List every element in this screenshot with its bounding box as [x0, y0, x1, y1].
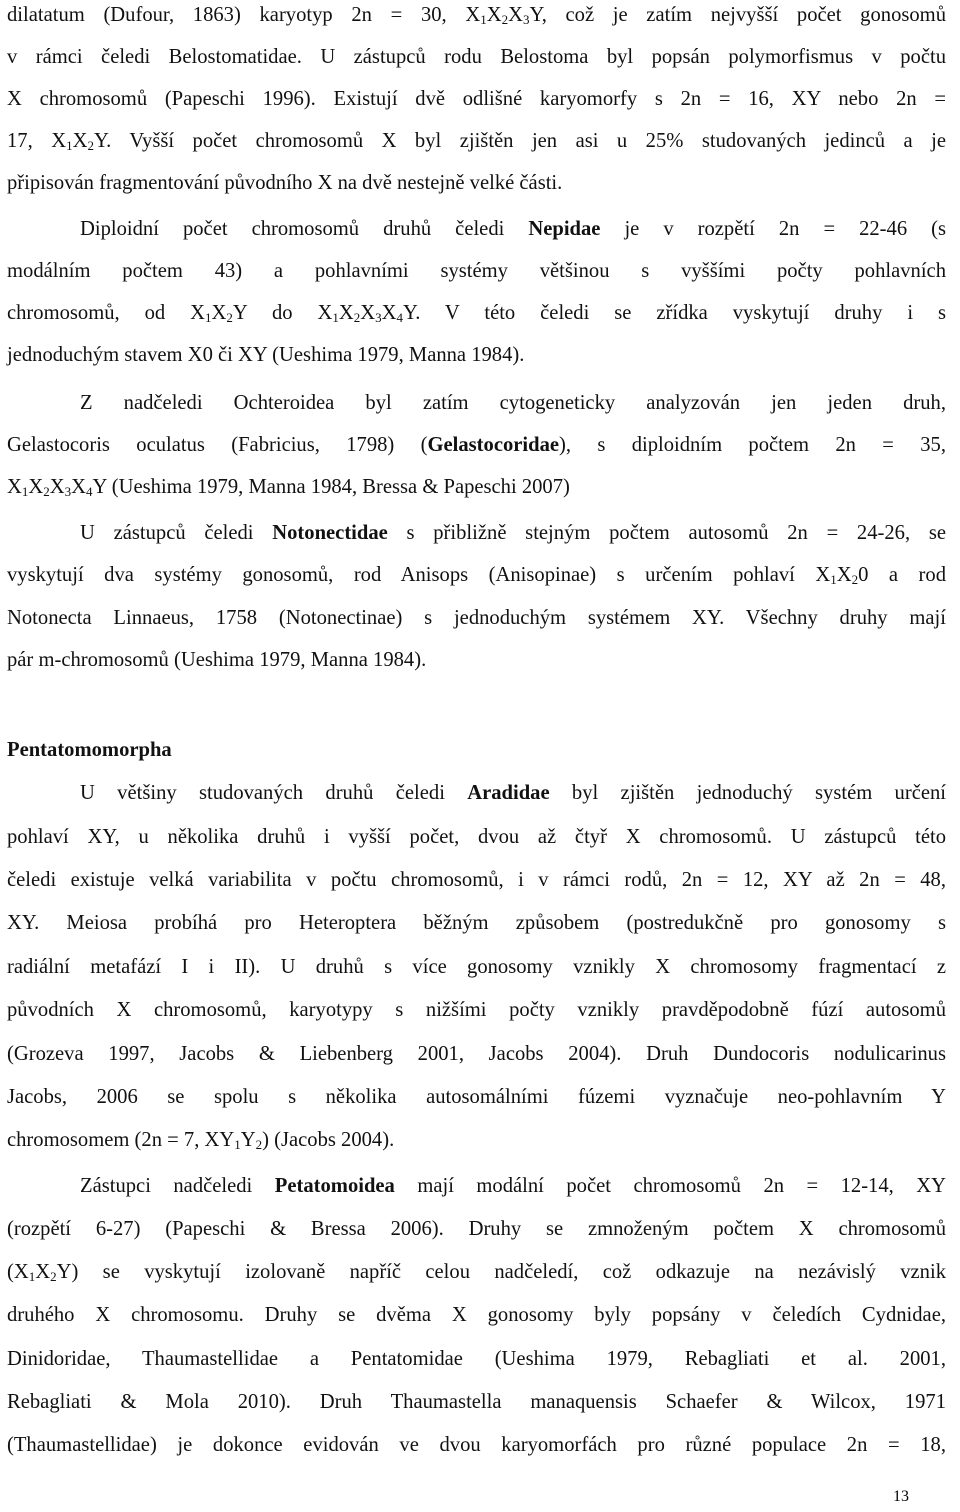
- text-line: Jacobs, 2006 se spolu s několika autosomálními fúzemi vyznačuje neo-pohlavním Y: [7, 1086, 946, 1108]
- text-line: U zástupců čeledi Notonectidae s přibližně stejným počtem autosomů 2n = 24-26, se: [80, 522, 946, 544]
- text-line: chromosomů, od $X_1X_2Y$ do $X_1X_2X_3X_4Y$. V této čeledi se zřídka vyskytují druhy i s: [7, 302, 946, 325]
- text-line: (rozpětí 6-27) (Papeschi & Bressa 2006). Druhy se zmnoženým počtem X chromosomů: [7, 1218, 946, 1240]
- section-heading: Pentatomomorpha: [7, 739, 172, 761]
- page-number: 13: [893, 1488, 909, 1505]
- text-line: modálním počtem 43) a pohlavními systémy většinou s vyššími počty pohlavních: [7, 260, 946, 282]
- text-line: čeledi existuje velká variabilita v počtu chromosomů, i v rámci rodů, 2n = 12, XY až 2n = 48,: [7, 869, 946, 891]
- text-line: Gelastocoris oculatus (Fabricius, 1798) (Gelastocoridae), s diploidním počtem 2n = 35,: [7, 434, 946, 456]
- text-line: Diploidní počet chromosomů druhů čeledi Nepidae je v rozpětí 2n = 22-46 (s: [80, 218, 946, 240]
- text-line: Zástupci nadčeledi Petatomoidea mají modální počet chromosomů 2n = 12-14, XY: [80, 1175, 947, 1197]
- text-line: pár m-chromosomů (Ueshima 1979, Manna 1984).: [7, 649, 427, 671]
- text-line: Notonecta Linnaeus, 1758 (Notonectinae) s jednoduchým systémem XY. Všechny druhy mají: [7, 607, 946, 629]
- text-line: (Thaumastellidae) je dokonce evidován ve dvou karyomorfách pro různé populace 2n = 18,: [7, 1434, 946, 1456]
- text-line: $(X_1X_2Y)$ se vyskytují izolovaně napříč celou nadčeledí, což odkazuje na nezávislý vznik: [7, 1261, 946, 1284]
- text-line: Rebagliati & Mola 2010). Druh Thaumastella manaquensis Schaefer & Wilcox, 1971: [7, 1391, 946, 1413]
- text-line: 17, $X_1X_2Y$. Vyšší počet chromosomů X byl zjištěn jen asi u 25% studovaných jedinců a je: [7, 130, 947, 153]
- text-line: dilatatum (Dufour, 1863) karyotyp 2n = 30, $X_1X_2X_3Y$, což je zatím nejvyšší počet gonosomů: [7, 4, 946, 27]
- text-line: vyskytují dva systémy gonosomů, rod Anisops (Anisopinae) s určením pohlaví $X_1X_20$ a rod: [7, 564, 946, 587]
- text-line: původních X chromosomů, karyotypy s nižšími počty vznikly pravděpodobně fúzí autosomů: [7, 999, 946, 1021]
- text-line: X chromosomů (Papeschi 1996). Existují dvě odlišné karyomorfy s 2n = 16, XY nebo 2n =: [7, 88, 946, 110]
- text-line: radiální metafází I i II). U druhů s více gonosomy vznikly X chromosomy fragmentací z: [7, 956, 946, 978]
- text-line: U většiny studovaných druhů čeledi Aradidae byl zjištěn jednoduchý systém určení: [80, 782, 946, 804]
- text-line: Z nadčeledi Ochteroidea byl zatím cytogeneticky analyzován jen jeden druh,: [80, 392, 946, 414]
- text-line: $X_1X_2X_3X_4Y$ (Ueshima 1979, Manna 1984, Bressa & Papeschi 2007): [7, 476, 570, 499]
- text-line: Dinidoridae, Thaumastellidae a Pentatomidae (Ueshima 1979, Rebagliati et al. 2001,: [7, 1348, 946, 1370]
- text-line: v rámci čeledi Belostomatidae. U zástupců rodu Belostoma byl popsán polymorfismus v počtu: [7, 46, 946, 68]
- text-line: připisován fragmentování původního X na dvě nestejně velké části.: [7, 172, 563, 194]
- text-line: (Grozeva 1997, Jacobs & Liebenberg 2001, Jacobs 2004). Druh Dundocoris nodulicarinus: [7, 1043, 946, 1065]
- text-line: jednoduchým stavem X0 či XY (Ueshima 1979, Manna 1984).: [7, 344, 525, 366]
- text-line: druhého X chromosomu. Druhy se dvěma X gonosomy byly popsány v čeledích Cydnidae,: [7, 1304, 946, 1326]
- text-line: pohlaví XY, u několika druhů i vyšší počet, dvou až čtyř X chromosomů. U zástupců této: [7, 826, 946, 848]
- text-line: XY. Meiosa probíhá pro Heteroptera běžným způsobem (postredukčně pro gonosomy s: [7, 912, 946, 934]
- text-line: chromosomem (2n = 7, $XY_1Y_2$) (Jacobs 2004).: [7, 1129, 395, 1152]
